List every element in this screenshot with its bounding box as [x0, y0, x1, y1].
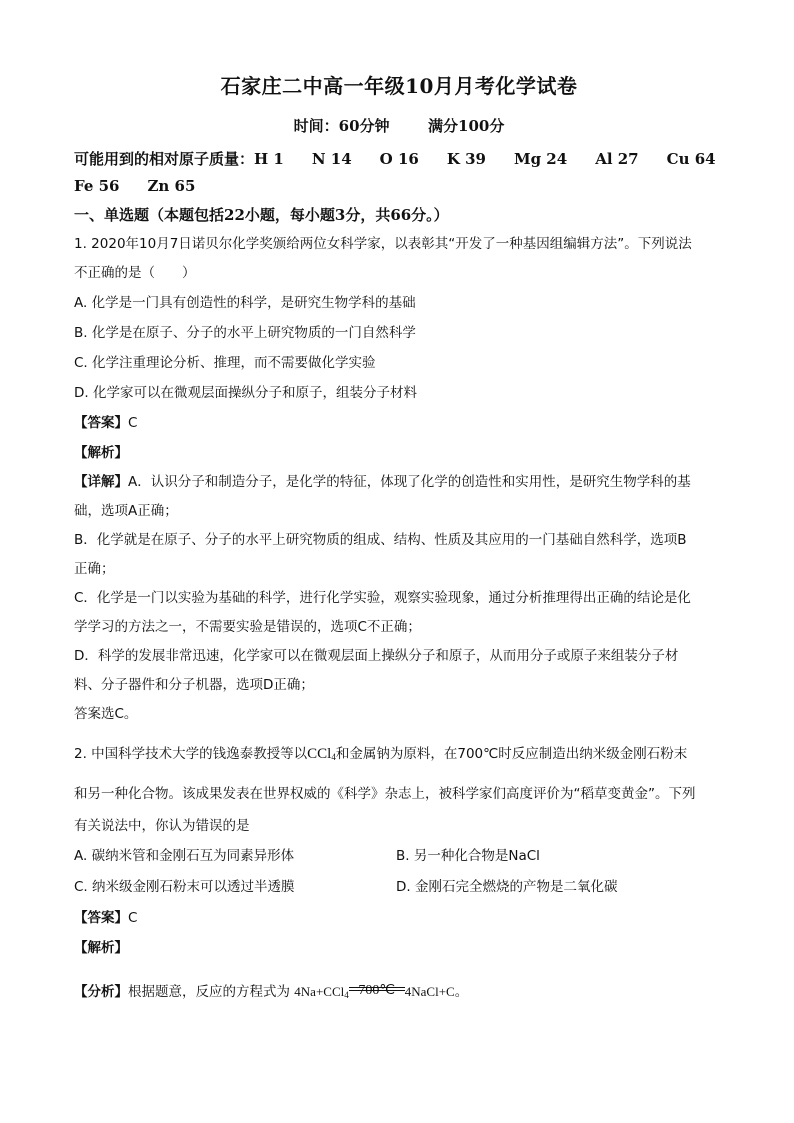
q1-stem-line1: 1. 2020年10月7日诺贝尔化学奖颁给两位女科学家，以表彰其“开发了一种基因组编辑方法”。下列说法 [74, 236, 692, 252]
q1-answer: 【答案】C [74, 415, 138, 431]
q1-answer-value: C [128, 415, 138, 431]
q2-analysis: 【解析】 [74, 940, 128, 956]
q2-fenxi-text: 根据题意，反应的方程式为 [128, 984, 290, 1000]
atomic-masses [74, 146, 724, 200]
q1-analysis: 【解析】 [74, 445, 128, 461]
atom-cu: Cu 64 [666, 150, 716, 168]
q2-option-a: A. 碳纳米管和金刚石互为同素异形体 [74, 848, 295, 864]
atom-mg: Mg 24 [513, 150, 568, 168]
reaction-condition-text: 700℃ [358, 983, 396, 998]
reaction-equals-sign [349, 987, 405, 991]
atom-k: K 39 [446, 150, 486, 168]
section-heading: 一、单选题（本题包括22小题，每小题3分，共66分。） [74, 206, 449, 224]
q1-analysis-tag: 解析 [87, 445, 115, 461]
q2-answer-tag: 答案 [87, 910, 115, 926]
q1-detail-line: 学学习的方法之一，不需要实验是错误的，选项C不正确； [74, 619, 421, 635]
q1-detail-line: 答案选C。 [74, 706, 138, 722]
atom-h: H 1 [254, 150, 284, 168]
q2-options-row2 [74, 872, 724, 903]
q2-stem-a: 2. 中国科学技术大学的钱逸泰教授等以 [74, 746, 308, 762]
atom-zn: Zn 65 [147, 177, 196, 195]
q2-fenxi-tag: 分析 [87, 984, 115, 1000]
atom-fe: Fe 56 [74, 177, 120, 195]
q1-detail-line: D．科学的发展非常迅速，化学家可以在微观层面上操纵分子和原子，从而用分子或原子来组装分子材 [74, 648, 679, 664]
atom-n: N 14 [311, 150, 352, 168]
q2-option-d: D. 金刚石完全燃烧的产物是二氧化碳 [396, 879, 618, 895]
q2-option-b: B. 另一种化合物是NaCl [396, 848, 540, 864]
exam-info [74, 115, 724, 136]
q2-fenxi-end: 。 [454, 984, 469, 1000]
q1-detail-tag: 详解 [87, 474, 115, 490]
q2-stem-line1 [74, 739, 724, 772]
q1-stem-line2: 不正确的是（ ） [74, 265, 196, 281]
q1-detail-line: 正确； [74, 561, 115, 577]
q1-detail-line: B．化学就是在原子、分子的水平上研究物质的组成、结构、性质及其应用的一门基础自然科学，选项B [74, 532, 687, 548]
q2-ccl4: CCl$_4$ [307, 746, 336, 762]
q1-detail-line: 【详解】A．认识分子和制造分子，是化学的特征，体现了化学的创造性和实用性，是研究生物学科的基 [74, 474, 691, 490]
q1-detail-text: A．认识分子和制造分子，是化学的特征，体现了化学的创造性和实用性，是研究生物学科的基 [128, 474, 691, 490]
reaction-products: 4NaCl+C [404, 984, 455, 999]
q1-answer-tag: 答案 [87, 415, 115, 431]
q1-detail-line: 础，选项A正确； [74, 503, 178, 519]
atomic-masses-label: 可能用到的相对原子质量： [74, 150, 255, 168]
q2-fenxi-line: 【分析】根据题意，反应的方程式为 4Na+CCl$_4$ 700℃ 4NaCl+C。 [74, 977, 724, 1010]
q2-stem-line3: 有关说法中，你认为错误的是 [74, 818, 250, 834]
reaction-reactants: 4Na+CCl$_4$ [294, 984, 349, 1000]
q2-option-c: C. 纳米级金刚石粉末可以透过半透膜 [74, 879, 295, 895]
q2-stem-b: 和金属钠为原料，在700℃时反应制造出纳米级金刚石粉末 [335, 746, 688, 762]
q1-option-d: D. 化学家可以在微观层面操纵分子和原子，组装分子材料 [74, 385, 417, 401]
exam-time: 时间：60分钟 [293, 117, 390, 135]
exam-score: 满分100分 [428, 117, 505, 135]
q1-option-c: C. 化学注重理论分析、推理，而不需要做化学实验 [74, 355, 376, 371]
q2-answer: 【答案】C [74, 910, 138, 926]
q2-options-row1 [74, 841, 724, 872]
atom-o: O 16 [379, 150, 419, 168]
reaction-equation [294, 977, 454, 1010]
exam-page [74, 66, 724, 1010]
q2-stem-line2: 和另一种化合物。该成果发表在世界权威的《科学》杂志上，被科学家们高度评价为“稻草变黄金”。下列 [74, 786, 696, 802]
q2-analysis-tag: 解析 [87, 940, 115, 956]
q1-detail-line: C．化学是一门以实验为基础的科学，进行化学实验，观察实验现象，通过分析推理得出正确的结论是化 [74, 590, 691, 606]
q1-option-b: B. 化学是在原子、分子的水平上研究物质的一门自然科学 [74, 325, 416, 341]
page-title: 石家庄二中高一年级10月月考化学试卷 [220, 74, 578, 98]
q2-answer-value: C [128, 910, 138, 926]
q1-option-a: A. 化学是一门具有创造性的科学，是研究生物学科的基础 [74, 295, 416, 311]
q1-detail-line: 料、分子器件和分子机器，选项D正确； [74, 677, 314, 693]
atom-al: Al 27 [595, 150, 639, 168]
